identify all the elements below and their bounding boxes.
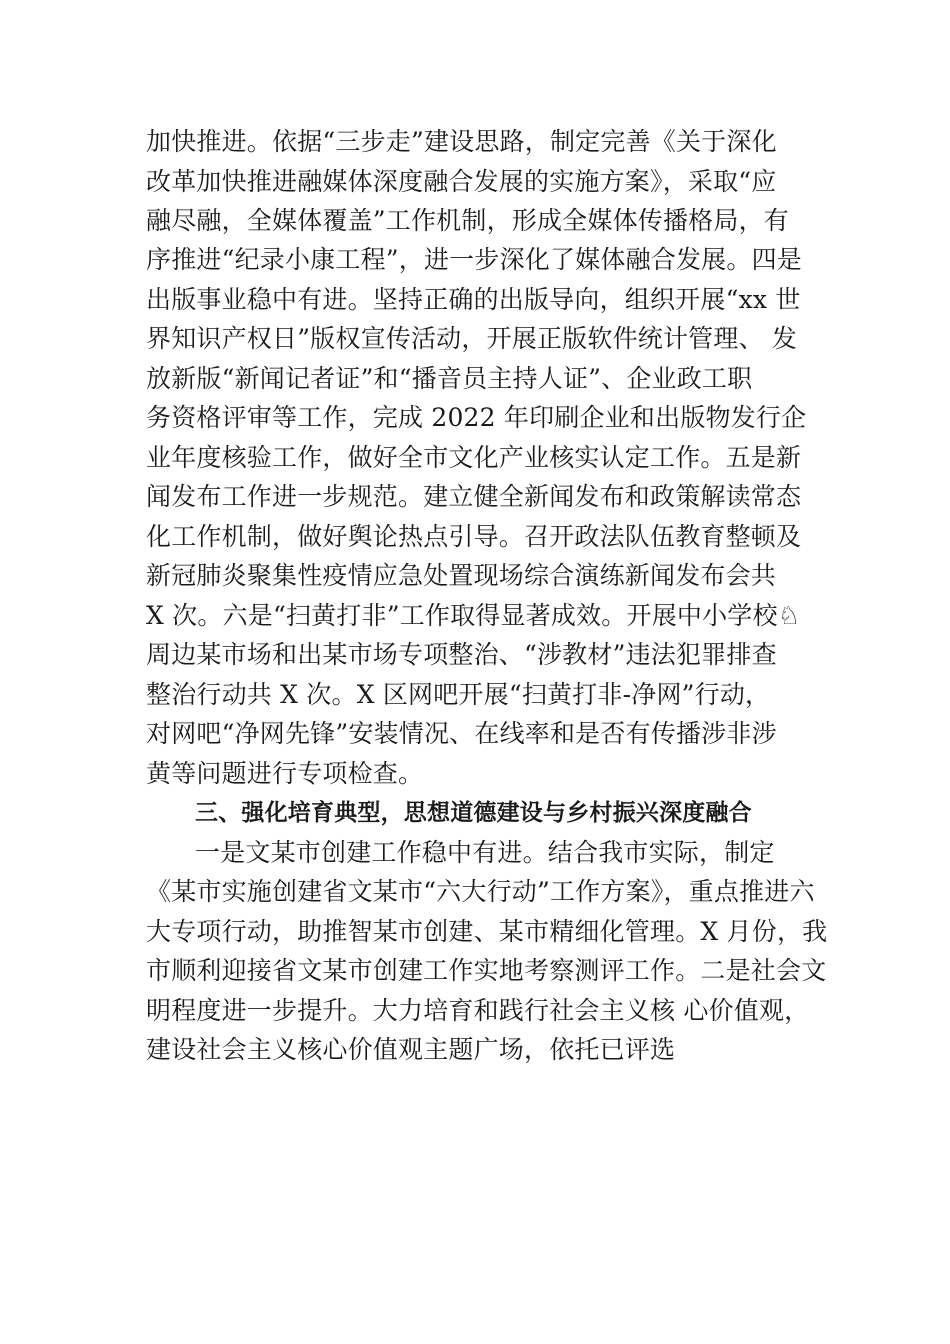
paragraph-line: 新冠肺炎聚集性疫情应急处置现场综合演练新闻发布会共 — [146, 561, 777, 590]
paragraph-line: X 次。六是“扫黄打非”工作取得显著成效。开展中小学校♘ — [146, 601, 801, 630]
paragraph-line: 整治行动共 X 次。X 区网吧开展“扫黄打非-净网”行动， — [146, 680, 771, 709]
paragraph-line: 周边某市场和出某市场专项整治、“涉教材”违法犯罪排查 — [146, 640, 777, 669]
paragraph-line: 务资格评审等工作，完成 2022 年印刷企业和出版物发行企 — [146, 403, 807, 432]
paragraph-line: 界知识产权日”版权宣传活动，开展正版软件统计管理、 发 — [146, 324, 798, 353]
paragraph-line: 加快推进。依据“三步走”建设思路，制定完善《关于深化 — [146, 127, 777, 156]
paragraph-line: 大专项行动，助推智某市创建、某市精细化管理。X 月份，我 — [146, 917, 828, 946]
paragraph-line: 黄等问题进行专项检查。 — [146, 759, 424, 788]
paragraph-line: 出版事业稳中有进。坚持正确的出版导向，组织开展“xx 世 — [146, 285, 801, 314]
paragraph-line: 融尽融，全媒体覆盖”工作机制，形成全媒体传播格局，有 — [146, 206, 789, 235]
paragraph-line: 闻发布工作进一步规范。建立健全新闻发布和政策解读常态 — [146, 482, 802, 511]
paragraph-line: 一是文某市创建工作稳中有进。结合我市实际，制定 — [195, 838, 775, 867]
paragraph-line: 建设社会主义核心价值观主题广场，依托已评选 — [146, 1035, 676, 1064]
paragraph-line: 业年度核验工作，做好全市文化产业核实认定工作。五是新 — [146, 443, 802, 472]
section-heading: 三、强化培育典型，思想道德建设与乡村振兴深度融合 — [195, 800, 752, 826]
paragraph-line: 对网吧“净网先锋”安装情况、在线率和是否有传播涉非涉 — [146, 719, 777, 748]
paragraph-line: 放新版“新闻记者证”和“播音员主持人证”、企业政工职 — [146, 364, 753, 393]
paragraph-line: 市顺利迎接省文某市创建工作实地考察测评工作。二是社会文 — [146, 956, 827, 985]
paragraph-line: 改革加快推进融媒体深度融合发展的实施方案》，采取“应 — [146, 167, 777, 196]
paragraph-line: 序推进“纪录小康工程”，进一步深化了媒体融合发展。四是 — [146, 245, 802, 274]
paragraph-line: 化工作机制，做好舆论热点引导。召开政法队伍教育整顿及 — [146, 522, 802, 551]
paragraph-line: 《某市实施创建省文某市“六大行动”工作方案》，重点推进六 — [146, 877, 815, 906]
paragraph-line: 明程度进一步提升。大力培育和践行社会主义核 心价值观， — [146, 996, 810, 1025]
